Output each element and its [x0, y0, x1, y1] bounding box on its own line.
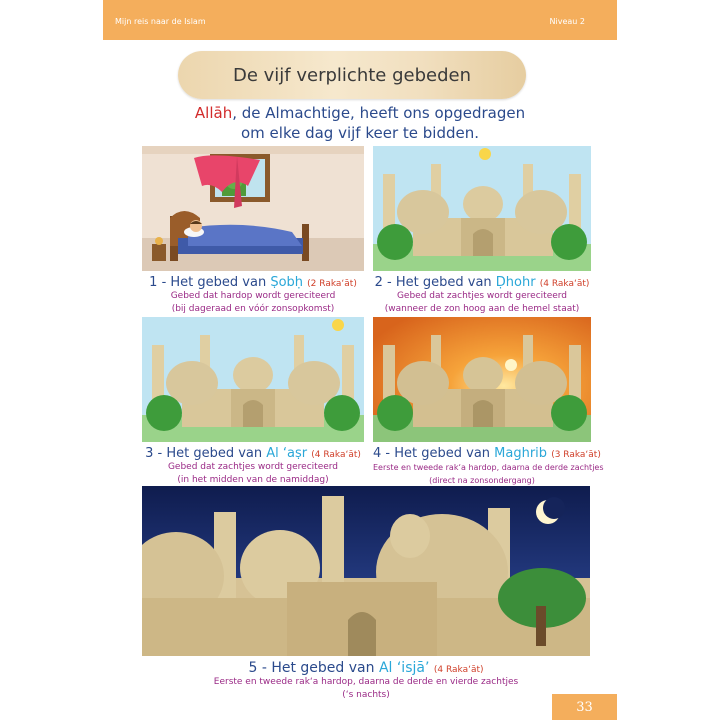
sobh-caption — [142, 275, 364, 316]
prayer-number: 3 — [145, 446, 154, 461]
intro-line2: om elke dag vijf keer te bidden. — [240, 124, 480, 142]
book-title: Mijn reis naar de Islam — [115, 17, 206, 26]
prayer-time-note: (‘s nachts) — [342, 690, 390, 700]
maghrib-illustration — [373, 317, 591, 442]
prayer-time-note: (direct na zonsondergang) — [429, 476, 535, 485]
sobh-illustration — [142, 146, 364, 271]
intro-text — [140, 103, 580, 143]
prayer-time-note: (in het midden van de namiddag) — [177, 475, 329, 485]
prayer-description: Eerste en tweede rak‘a hardop, daarna de derde en vierde zachtjes — [213, 677, 519, 687]
dhohr-caption — [373, 275, 591, 316]
intro-line1: , de Almachtige, heeft ons opgedragen — [232, 104, 526, 122]
prayer-number: 5 — [248, 660, 258, 676]
page-number: 33 — [552, 694, 617, 720]
prayer-name: Ḍhohr — [495, 275, 536, 290]
prayer-time-note: (bij dageraad en vóór zonsopkomst) — [171, 304, 335, 314]
level-label: Niveau 2 — [549, 17, 585, 26]
dhohr-illustration — [373, 146, 591, 271]
asr-illustration — [142, 317, 364, 442]
prayer-prefix: - Het gebed van — [381, 446, 495, 461]
isja-caption — [142, 660, 590, 702]
prayer-name: Al ‘isjā’ — [378, 660, 430, 676]
allah-word: Allāh — [194, 104, 233, 122]
asr-caption — [142, 446, 364, 487]
prayer-prefix: - Het gebed van — [153, 446, 267, 461]
prayer-rakat: (2 Raka‘āt) — [307, 279, 357, 289]
prayer-description: Eerste en tweede rak‘a hardop, daarna de derde zachtjes — [373, 463, 604, 472]
page-title: De vijf verplichte gebeden — [178, 51, 526, 99]
prayer-description: Gebed dat zachtjes wordt gereciteerd — [167, 462, 339, 472]
prayer-prefix: - Het gebed van — [157, 275, 271, 290]
maghrib-caption — [373, 446, 604, 487]
prayer-name: Al ‘aṣr — [266, 446, 308, 461]
prayer-prefix: - Het gebed van — [382, 275, 496, 290]
prayer-name: Maghrib — [494, 446, 548, 461]
prayer-description: Gebed dat hardop wordt gereciteerd — [170, 291, 336, 301]
prayer-number: 4 — [373, 446, 382, 461]
prayer-number: 1 — [149, 275, 158, 290]
prayer-time-note: (wanneer de zon hoog aan de hemel staat) — [384, 304, 580, 314]
prayer-rakat: (4 Raka‘āt) — [433, 665, 484, 675]
prayer-name: Ṣobḥ — [270, 275, 304, 290]
prayer-rakat: (3 Raka‘āt) — [551, 450, 601, 460]
prayer-number: 2 — [374, 275, 383, 290]
prayer-rakat: (4 Raka‘āt) — [311, 450, 361, 460]
isja-illustration — [142, 486, 590, 656]
page-header — [103, 0, 617, 40]
prayer-description: Gebed dat zachtjes wordt gereciteerd — [396, 291, 568, 301]
prayer-prefix: - Het gebed van — [257, 660, 379, 676]
prayer-rakat: (4 Raka‘āt) — [539, 279, 590, 289]
